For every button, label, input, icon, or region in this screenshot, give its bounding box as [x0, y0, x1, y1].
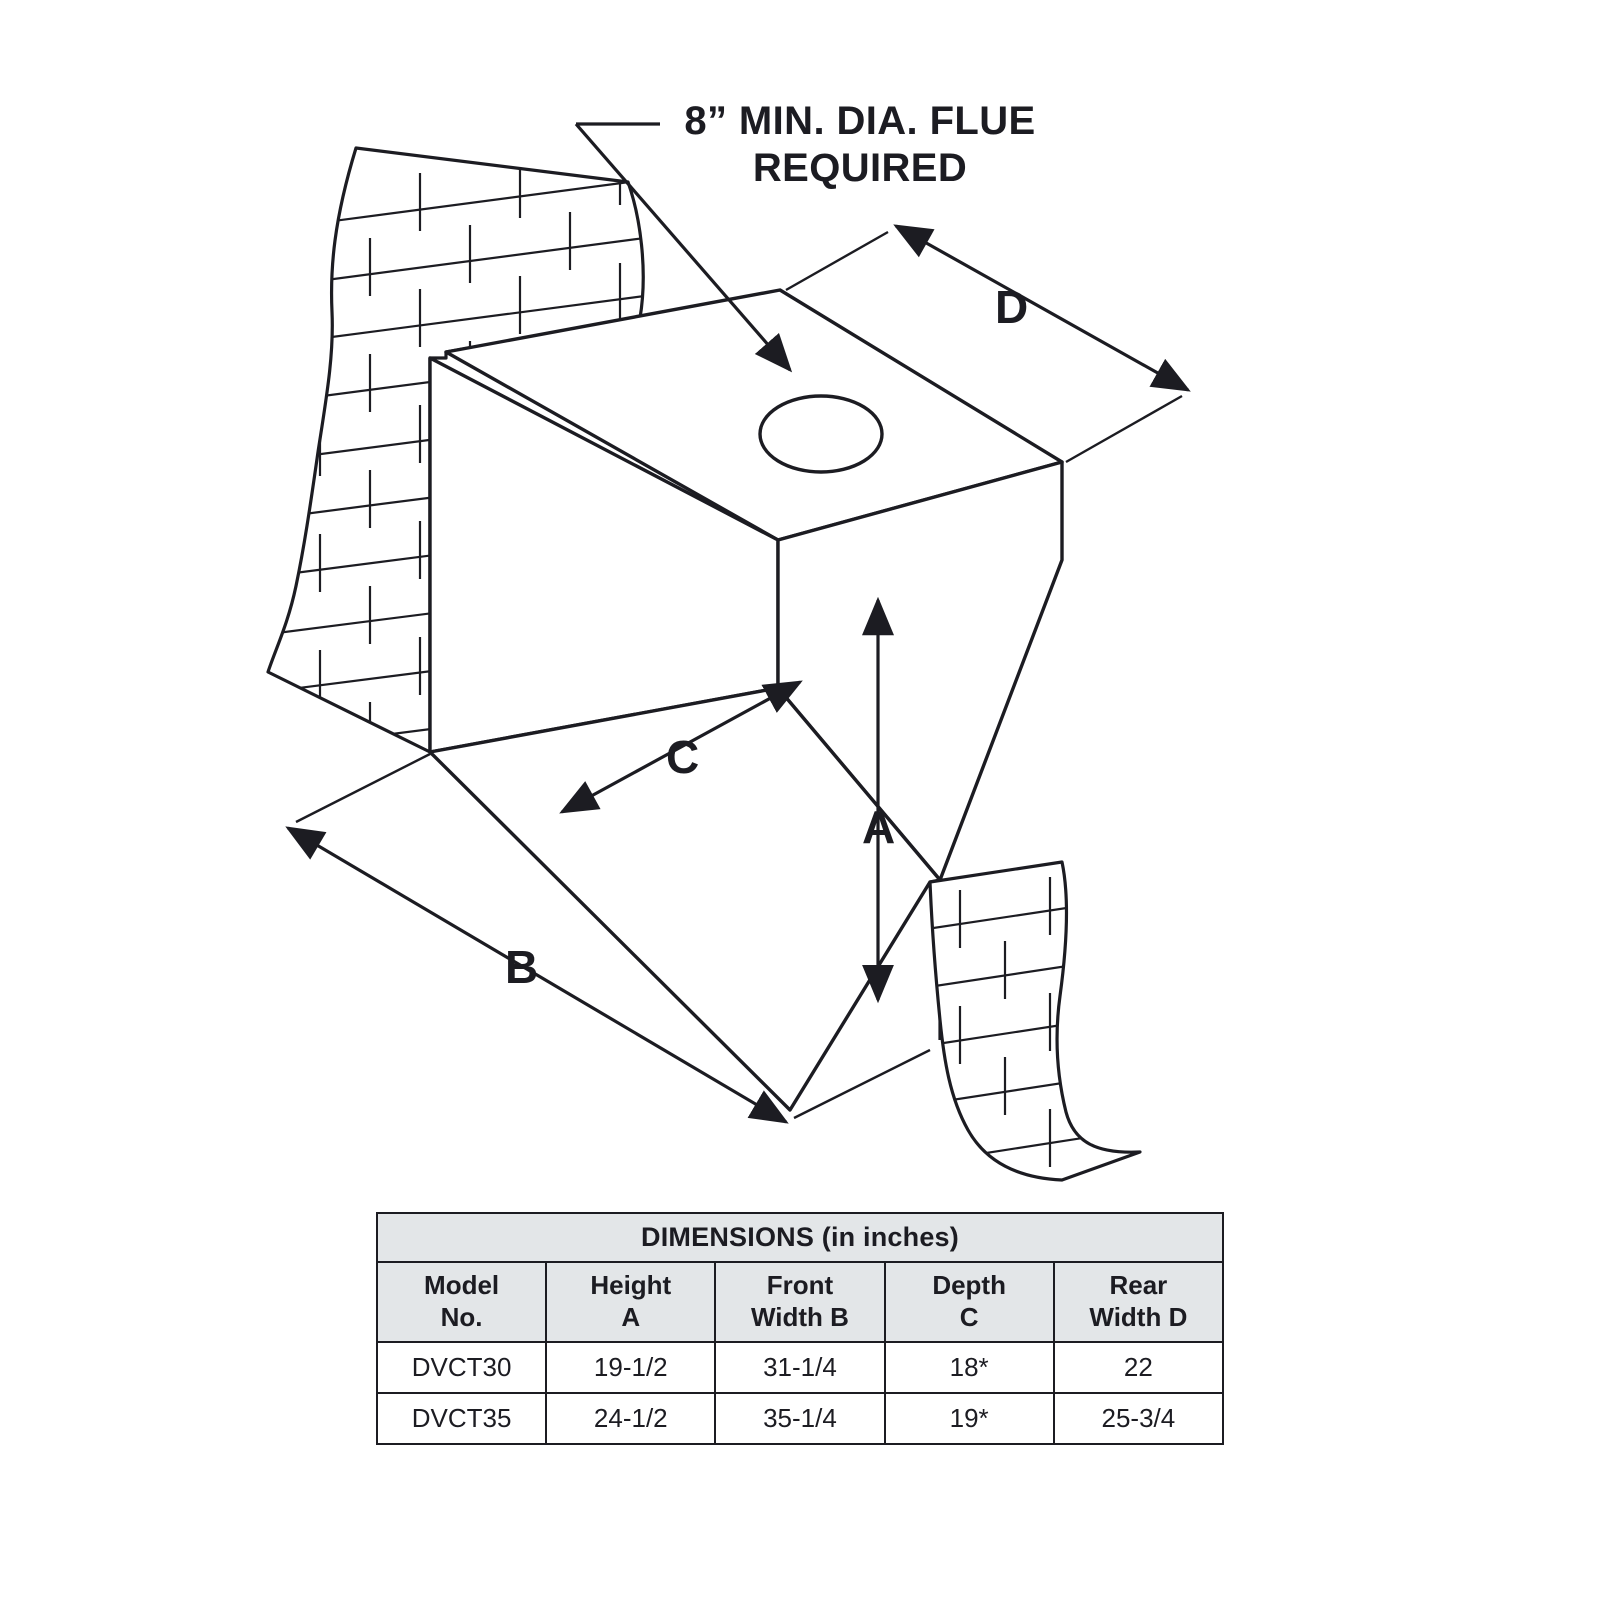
dimension-label-d: D [995, 281, 1029, 333]
header-rear-width-d-line2: Width D [1089, 1302, 1188, 1332]
flue-callout-line-2: REQUIRED [752, 146, 968, 191]
header-height-a-line1: Height [590, 1270, 672, 1301]
flue-callout-label [600, 98, 1120, 192]
cell-rear-width-1: 25-3/4 [1054, 1393, 1223, 1444]
table-title: DIMENSIONS (in inches) [377, 1213, 1223, 1262]
table-header-row [377, 1262, 1223, 1342]
cell-rear-width-0: 22 [1054, 1342, 1223, 1393]
header-rear-width-d [1054, 1262, 1223, 1342]
flue-opening [760, 396, 882, 472]
header-depth-c [885, 1262, 1054, 1342]
cell-height-1: 24-1/2 [546, 1393, 715, 1444]
header-front-width-b [715, 1262, 884, 1342]
header-model-no [377, 1262, 546, 1342]
dimension-label-a: A [862, 801, 896, 853]
dimension-label-c: C [666, 731, 700, 783]
header-model-no-line1: Model [424, 1270, 500, 1301]
cell-model-1: DVCT35 [377, 1393, 546, 1444]
dimensions-table-container [376, 1212, 1224, 1445]
cell-front-width-0: 31-1/4 [715, 1342, 884, 1393]
header-height-a [546, 1262, 715, 1342]
flue-callout-line-1: 8” MIN. DIA. FLUE [684, 99, 1036, 143]
header-height-a-line2: A [621, 1302, 641, 1332]
table-title-row [377, 1213, 1223, 1262]
cell-front-width-1: 35-1/4 [715, 1393, 884, 1444]
header-depth-c-line2: C [959, 1302, 979, 1332]
table-row [377, 1393, 1223, 1444]
dimensions-table [376, 1212, 1224, 1445]
cell-depth-0: 18* [885, 1342, 1054, 1393]
cell-model-0: DVCT30 [377, 1342, 546, 1393]
cell-depth-1: 19* [885, 1393, 1054, 1444]
header-depth-c-line1: Depth [932, 1270, 1006, 1301]
header-front-width-b-line1: Front [766, 1270, 834, 1301]
header-rear-width-d-line1: Rear [1109, 1270, 1168, 1301]
header-front-width-b-line2: Width B [750, 1302, 849, 1332]
right-brick-wall [920, 862, 1160, 1180]
dimension-label-b: B [505, 941, 539, 993]
header-model-no-line2: No. [440, 1302, 483, 1332]
table-row [377, 1342, 1223, 1393]
cell-height-0: 19-1/2 [546, 1342, 715, 1393]
